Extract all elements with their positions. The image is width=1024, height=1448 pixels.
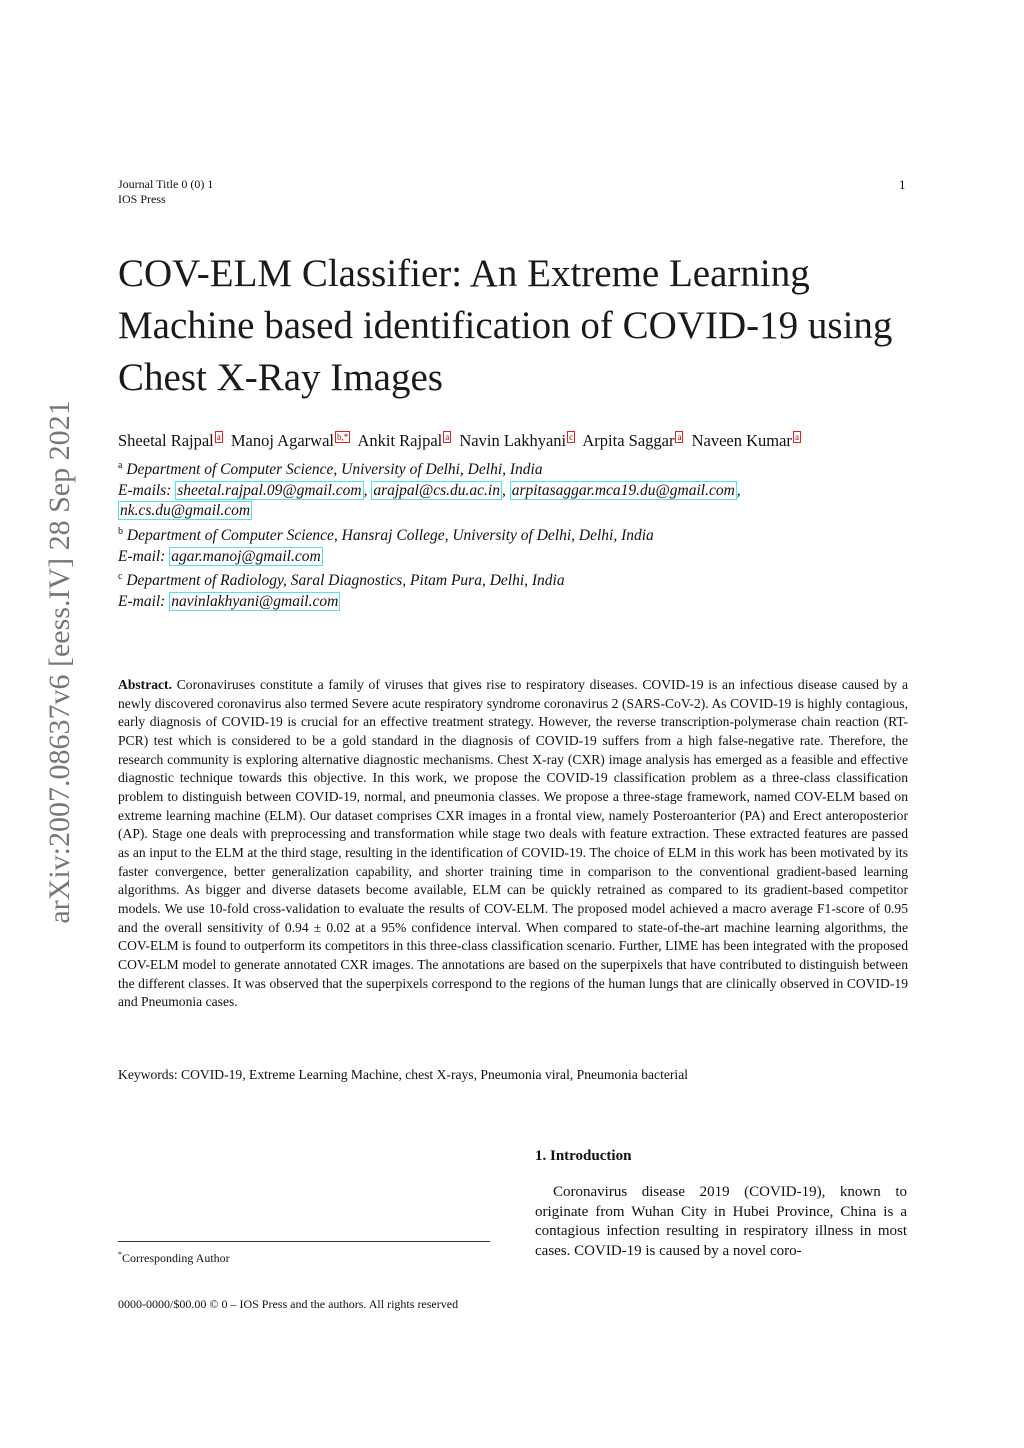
paper-title: COV-ELM Classifier: An Extreme Learning Machine based identification of COVID-19 using Chest X-Ray Images <box>118 252 893 399</box>
affiliation-link[interactable]: a <box>794 432 799 442</box>
affiliation-dept: Department of Radiology, Saral Diagnostics, Pitam Pura, Delhi, India <box>126 572 565 590</box>
affiliation-b <box>118 522 918 547</box>
footnote-text: Corresponding Author <box>122 1251 230 1265</box>
author-name: Sheetal Rajpal <box>118 431 214 450</box>
abstract-label: Abstract. <box>118 677 172 692</box>
affiliation-link[interactable]: a <box>216 432 221 442</box>
copyright-line: 0000-0000/$00.00 © 0 – IOS Press and the authors. All rights reserved <box>118 1297 459 1311</box>
affiliations <box>118 456 918 613</box>
abstract <box>118 676 908 1012</box>
affiliation-dept: Department of Computer Science, University of Delhi, Delhi, India <box>126 461 543 479</box>
email-link[interactable]: nk.cs.du@gmail.com <box>120 502 251 520</box>
author-name: Arpita Saggar <box>582 431 675 450</box>
affiliation-link[interactable]: a <box>677 432 682 442</box>
affiliation-marker: a <box>118 460 123 471</box>
affiliation-a-emails: E-mails: sheetal.rajpal.09@gmail.com , arajpal@cs.du.ac.in , arpitasaggar.mca19.du@gmail.com , <box>118 481 741 499</box>
page-number: 1 <box>899 177 906 192</box>
affiliation-c <box>118 567 918 592</box>
author-name: Ankit Rajpal <box>357 431 443 450</box>
affiliation-marker: c <box>118 571 123 583</box>
email-link[interactable]: navinlakhyani@gmail.com <box>171 593 339 611</box>
keywords: Keywords: COVID-19, Extreme Learning Machine, chest X-rays, Pneumonia viral, Pneumonia bacterial <box>118 1067 689 1082</box>
affiliation-a <box>118 456 918 481</box>
affiliation-a-emails-cont <box>118 501 918 522</box>
email-link[interactable]: sheetal.rajpal.09@gmail.com <box>177 481 362 499</box>
email-label: E-mail: <box>118 547 166 565</box>
intro-paragraph: Coronavirus disease 2019 (COVID-19), known to originate from Wuhan City in Hubei Province, China is a contagious infection resulting in respiratory illness in most cases. COVID-19 is caused by a novel coro- <box>535 1184 907 1260</box>
author-name: Navin Lakhyani <box>459 431 567 450</box>
footnote <box>118 1247 230 1266</box>
journal-header <box>118 177 213 207</box>
email-link[interactable]: arpitasaggar.mca19.du@gmail.com <box>511 481 735 499</box>
email-label: E-mail: <box>118 593 166 611</box>
arxiv-stamp-text: arXiv:2007.08637v6 [eess.IV] 28 Sep 2021 <box>43 400 76 924</box>
affiliation-link[interactable]: a <box>445 432 450 442</box>
email-label: E-mails: <box>118 481 172 499</box>
affiliation-link[interactable]: c <box>569 432 574 442</box>
affiliation-link[interactable]: b,* <box>337 432 349 442</box>
email-link[interactable]: agar.manoj@gmail.com <box>171 547 321 565</box>
journal-title: Journal Title 0 (0) 1 <box>118 177 214 191</box>
email-link[interactable]: arajpal@cs.du.ac.in <box>373 481 500 499</box>
author-name: Naveen Kumar <box>691 431 792 450</box>
abstract-text: Coronaviruses constitute a family of viruses that gives rise to respiratory diseases. COVID-19 is an infectious disease caused by a newly discovered coronavirus also termed Severe acute respiratory syndrome coronavirus 2 (SARS-CoV-2). As COVID-19 is highly contagious, early diagnosis of COVID-19 is crucial for an effective treatment strategy. However, the reverse transcription-polymerase chain reaction (RT-PCR) test which is considered to be a gold standard in the diagnosis of COVID-19 suffers from a high false-negative rate. Therefore, the research community is exploring alternative diagnostic mechanisms. Chest X-ray (CXR) image analysis has emerged as a feasible and effective diagnostic technique towards this objective. In this work, we propose the COVID-19 classification problem as a three-class classification problem to distinguish between COVID-19, normal, and pneumonia classes. We propose a three-stage framework, named COV-ELM based on extreme learning machine (ELM). Our dataset comprises CXR images in a frontal view, namely Posteroanterior (PA) and Erect anteroposterior (AP). Stage one deals with preprocessing and transformation while stage two deals with feature extraction. These extracted features are passed as an input to the ELM at the third stage, resulting in the identification of COVID-19. The choice of ELM in this work has been motivated by its faster convergence, better generalization capability, and shorter training time in comparison to the conventional gradient-based learning algorithms. As bigger and diverse datasets become available, ELM can be quickly retrained as compared to its gradient-based competitor models. We use 10-fold cross-validation to evaluate the results of COV-ELM. The proposed model achieved a macro average F1-score of 0.95 and the overall sensitivity of 0.94 ± 0.02 at a 95% confidence interval. When compared to state-of-the-art machine learning algorithms, the COV-ELM is found to outperform its competitors in this three-class classification scenario. Further, LIME has been integrated with the proposed COV-ELM model to generate annotated CXR images. The annotations are based on the superpixels that have contributed to distinguish between the different classes. It was observed that the superpixels correspond to the regions of the human lungs that are clinically observed in COVID-19 and Pneumonia cases. <box>118 677 908 1010</box>
author-name: Manoj Agarwal <box>230 431 334 450</box>
footnote-mark: * <box>118 1250 122 1259</box>
affiliation-c-email <box>118 592 918 613</box>
affiliation-dept: Department of Computer Science, Hansraj College, University of Delhi, Delhi, India <box>126 527 654 545</box>
section-heading: 1. Introduction <box>535 1148 632 1164</box>
affiliation-marker: b <box>118 525 123 537</box>
publisher: IOS Press <box>118 192 166 206</box>
footnote-divider <box>118 1241 490 1242</box>
affiliation-b-email <box>118 547 918 568</box>
author-list <box>118 430 938 452</box>
